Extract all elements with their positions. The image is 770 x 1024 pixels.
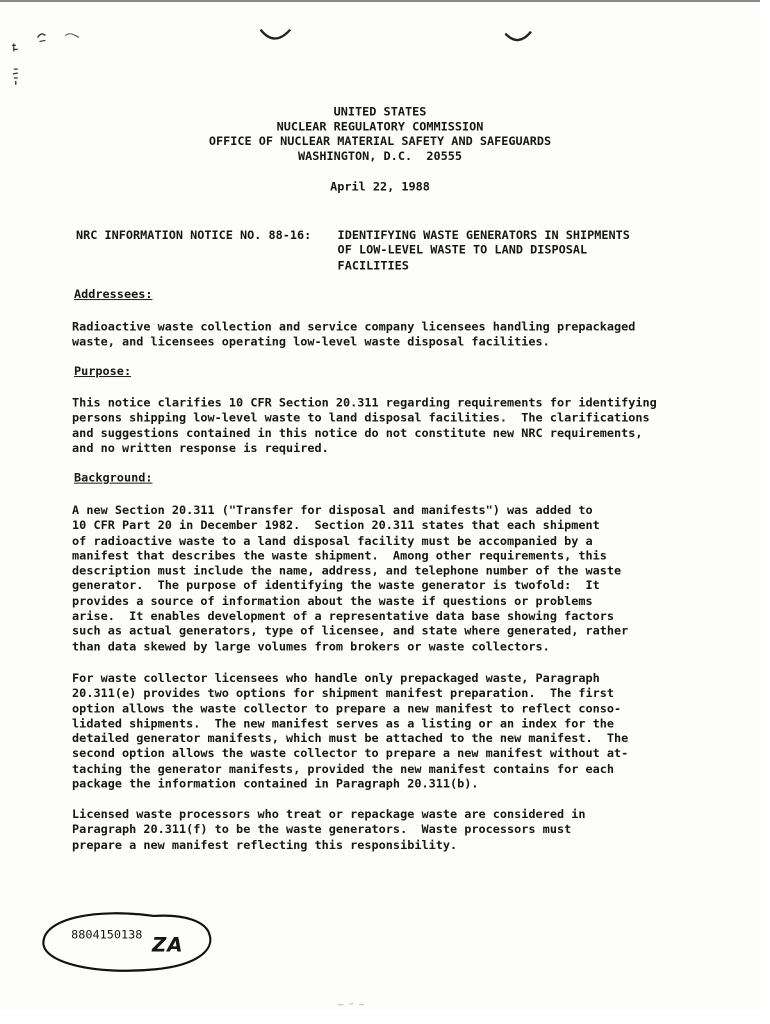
background-paragraph-3 <box>72 807 704 852</box>
letterhead-country: UNITED STATES <box>333 104 427 119</box>
paragraph-line: arise. It enables development of a representative data base showing factors <box>72 609 614 623</box>
notice-subject <box>338 228 630 273</box>
paragraph-line: and no written response is required. <box>72 441 329 455</box>
purpose-paragraph <box>72 396 704 456</box>
bottom-scan-marks <box>336 999 395 1009</box>
purpose-heading: Purpose: <box>74 364 132 379</box>
paragraph-line: such as actual generators, type of licensee, and state where generated, rather <box>72 624 629 638</box>
paragraph-line: This notice clarifies 10 CFR Section 20.311 regarding requirements for identifying <box>72 395 657 410</box>
letterhead-address: WASHINGTON, D.C. 20555 <box>297 149 462 163</box>
paragraph-line: Paragraph 20.311(f) to be the waste generators. Waste processors must <box>72 822 572 837</box>
paragraph-line: A new Section 20.311 ("Transfer for disposal and manifests") was added to <box>72 503 593 518</box>
margin-marks <box>0 0 760 118</box>
paragraph-line: lidated shipments. The new manifest serves as a listing or an index for the <box>72 716 614 731</box>
notice-date: April 22, 1988 <box>330 179 430 194</box>
paragraph-line: For waste collector licensees who handle only prepackaged waste, Paragraph <box>72 671 600 685</box>
paragraph-line: prepare a new manifest reflecting this responsibility. <box>72 837 458 852</box>
paragraph-line: option allows the waste collector to prepare a new manifest to reflect conso- <box>72 701 622 716</box>
addressees-paragraph <box>72 320 704 350</box>
paragraph-line: and suggestions contained in this notice do not constitute new NRC requirements, <box>72 425 643 440</box>
background-heading: Background: <box>74 470 153 485</box>
notice-number: NRC INFORMATION NOTICE NO. 88-16: <box>76 228 312 242</box>
paragraph-line: Licensed waste processors who treat or repackage waste are considered in <box>72 807 586 822</box>
paragraph-line: description must include the name, address, and telephone number of the waste <box>72 563 622 578</box>
paragraph-line: Radioactive waste collection and service company licensees handling prepackaged <box>72 319 636 334</box>
paragraph-line: provides a source of information about the waste if questions or problems <box>72 593 593 608</box>
paragraph-line: waste, and licensees operating low-level waste disposal facilities. <box>72 334 550 349</box>
addressees-heading: Addressees: <box>74 287 153 302</box>
paragraph-line: persons shipping low-level waste to land disposal facilities. The clarifications <box>72 410 650 425</box>
notice-subject-line: OF LOW-LEVEL WASTE TO LAND DISPOSAL <box>337 243 588 257</box>
paragraph-line: than data skewed by large volumes from brokers or waste collectors. <box>72 639 550 654</box>
paragraph-line: 10 CFR Part 20 in December 1982. Section 20.311 states that each shipment <box>72 518 600 533</box>
notice-subject-line: FACILITIES <box>337 258 409 273</box>
paragraph-line: manifest that describes the waste shipment. Among other requirements, this <box>72 548 607 563</box>
paragraph-line: detailed generator manifests, which must be attached to the new manifest. The <box>72 731 629 746</box>
letterhead-office: OFFICE OF NUCLEAR MATERIAL SAFETY AND SAFEGUARDS <box>208 134 552 149</box>
paragraph-line: package the information contained in Paragraph 20.311(b). <box>72 776 479 791</box>
background-paragraph-1 <box>72 503 704 654</box>
paragraph-line: taching the generator manifests, provided the new manifest contains for each <box>72 761 614 776</box>
accession-number: 8804150138 <box>71 927 143 942</box>
paragraph-line: generator. The purpose of identifying the waste generator is twofold: It <box>72 578 600 593</box>
paragraph-line: of radioactive waste to a land disposal facility must be accompanied by a <box>72 533 593 548</box>
letterhead-agency: NUCLEAR REGULATORY COMMISSION <box>276 119 484 134</box>
notice-subject-line: IDENTIFYING WASTE GENERATORS IN SHIPMENTS <box>337 228 630 242</box>
paragraph-line: second option allows the waste collector to prepare a new manifest without at- <box>72 746 629 761</box>
handwritten-initials: ZA <box>152 932 184 957</box>
background-paragraph-2 <box>72 671 704 792</box>
paragraph-line: 20.311(e) provides two options for shipment manifest preparation. The first <box>72 686 614 701</box>
